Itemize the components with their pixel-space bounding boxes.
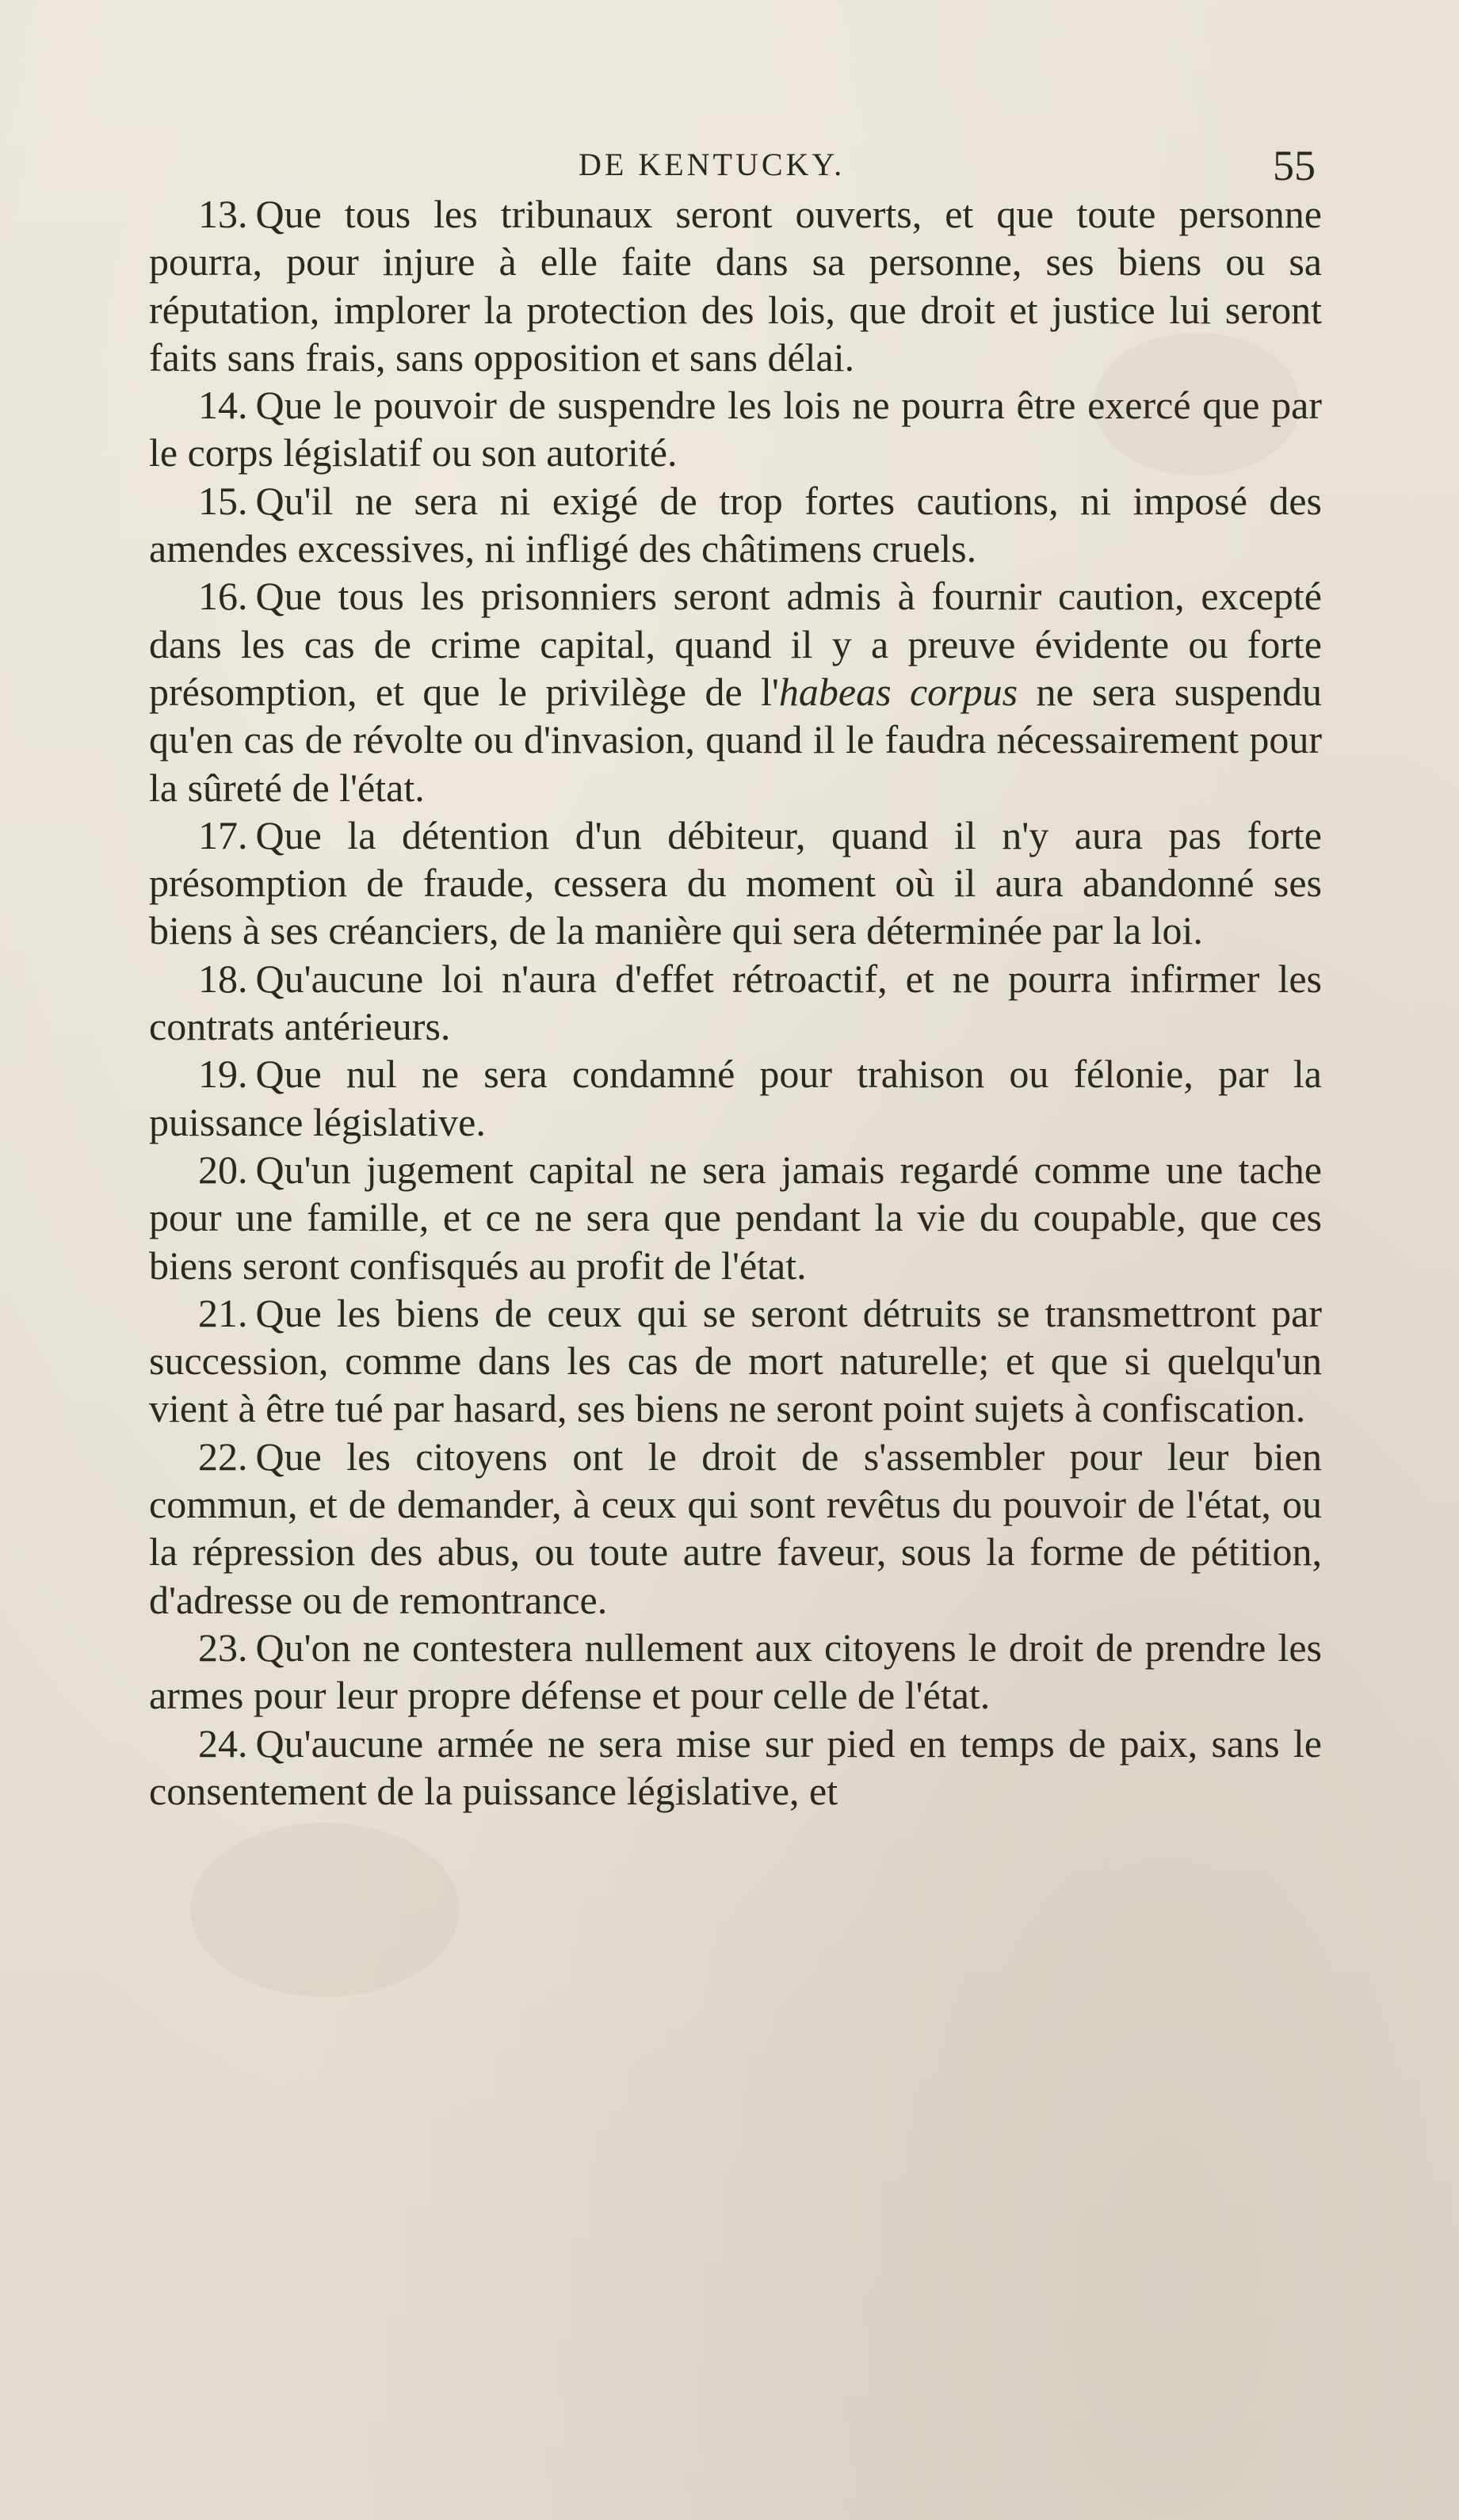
text-block: [149, 190, 1322, 1815]
running-title: DE KENTUCKY.: [579, 147, 846, 182]
article-23: [149, 1624, 1322, 1720]
article-21: [149, 1289, 1322, 1433]
article-number: 17.: [198, 812, 248, 857]
article-17: [149, 811, 1322, 955]
article-number: 20.: [198, 1147, 248, 1192]
article-13: [149, 190, 1322, 381]
article-number: 24.: [198, 1720, 248, 1766]
article-22: [149, 1433, 1322, 1624]
article-18: [149, 955, 1322, 1051]
article-text: ne sera suspendu qu'en cas de révolte ou d'invasion, quand il le faudra nécessairement pour la sûreté de l'état.: [149, 669, 1322, 810]
article-15: [149, 477, 1322, 573]
article-text: Qu'on ne contestera nullement aux citoyens le droit de prendre les armes pour leur propre défense et pour celle de l'état.: [149, 1625, 1322, 1718]
article-number: 23.: [198, 1625, 248, 1670]
article-14: [149, 381, 1322, 477]
paper-stain: [190, 1823, 460, 1997]
article-number: 18.: [198, 956, 248, 1001]
article-text-italic: habeas corpus: [778, 669, 1018, 714]
article-number: 19.: [198, 1052, 248, 1097]
article-text: Que tous les tribunaux seront ouverts, et que toute personne pourra, pour injure à elle faite dans sa personne, ses biens ou sa réputation, implorer la protection des lois, que droit et justice lui seront faits sans frais, sans opposition et sans délai.: [149, 192, 1322, 380]
article-number: 16.: [198, 574, 248, 619]
article-16: [149, 572, 1322, 811]
article-text: Que nul ne sera condamné pour trahison ou félonie, par la puissance législative.: [149, 1052, 1322, 1144]
article-text: Que les citoyens ont le droit de s'assembler pour leur bien commun, et de demander, à ceux qui sont revêtus du pouvoir de l'état, ou la répression des abus, ou toute autre faveur, sous la forme de pétition, d'adresse ou de remontrance.: [149, 1434, 1322, 1622]
article-24: [149, 1720, 1322, 1816]
article-text: Qu'aucune armée ne sera mise sur pied en temps de paix, sans le consentement de la puissance législative, et: [149, 1720, 1322, 1813]
article-text: Qu'aucune loi n'aura d'effet rétroactif, et ne pourra infirmer les contrats antérieurs.: [149, 956, 1322, 1049]
article-number: 14.: [198, 383, 248, 428]
running-head: [151, 141, 1316, 197]
article-text: Que les biens de ceux qui se seront détruits se transmettront par succession, comme dans les cas de mort naturelle; et que si quelqu'un vient à être tué par hasard, ses biens ne seront point sujets à confiscation.: [149, 1290, 1322, 1431]
page-number: 55: [1273, 142, 1316, 189]
article-number: 21.: [198, 1290, 248, 1335]
article-text: Que le pouvoir de suspendre les lois ne pourra être exercé que par le corps législatif ou son autorité.: [149, 383, 1322, 475]
article-text: Qu'un jugement capital ne sera jamais regardé comme une tache pour une famille, et ce ne sera que pendant la vie du coupable, que ces biens seront confisqués au profit de l'état.: [149, 1147, 1322, 1288]
article-number: 22.: [198, 1434, 248, 1479]
article-number: 15.: [198, 478, 248, 523]
article-text: Que la détention d'un débiteur, quand il n'y aura pas forte présomption de fraude, cessera du moment où il aura abandonné ses biens à ses créanciers, de la manière qui sera déterminée par la loi.: [149, 812, 1322, 953]
article-text: Qu'il ne sera ni exigé de trop fortes cautions, ni imposé des amendes excessives, ni infligé des châtimens cruels.: [149, 478, 1322, 571]
article-number: 13.: [198, 192, 248, 236]
article-19: [149, 1050, 1322, 1146]
article-text: Que tous les prisonniers seront admis à fournir caution, excepté dans les cas de crime capital, quand il y a preuve évidente ou forte présomption, et que le privilège de l': [149, 574, 1322, 714]
article-20: [149, 1146, 1322, 1289]
